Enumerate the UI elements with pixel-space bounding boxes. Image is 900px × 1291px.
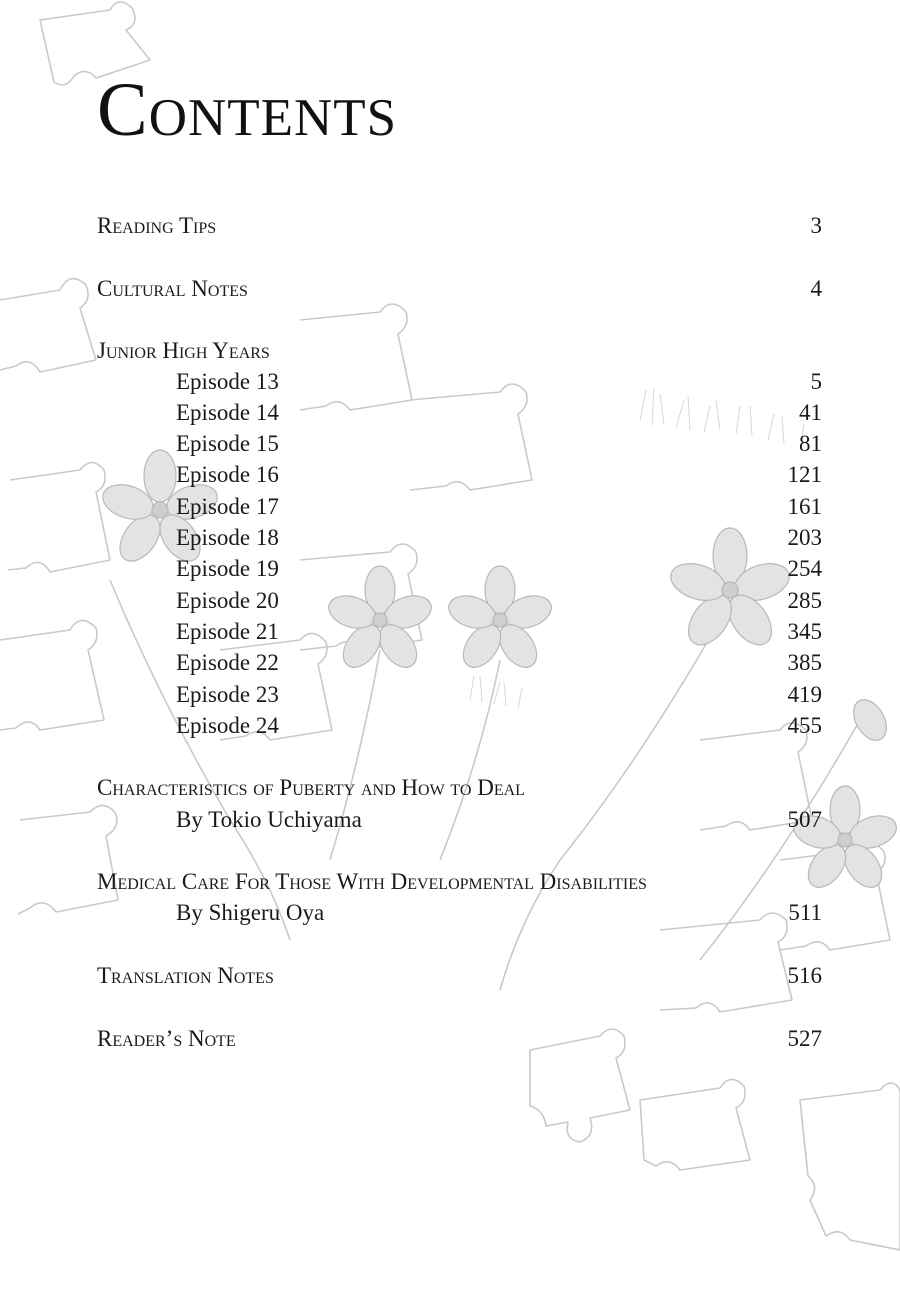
toc-entry-episode-17[interactable] [97, 492, 822, 522]
toc-entry-episode-19[interactable] [97, 554, 822, 584]
toc-section-junior-high-years [97, 336, 822, 366]
toc-page-number: 161 [787, 494, 822, 519]
toc-entry-label: Episode 15 [176, 431, 279, 456]
toc-page-number: 516 [787, 963, 822, 988]
toc-page-number: 419 [787, 682, 822, 707]
toc-entry-label: Episode 23 [176, 682, 279, 707]
toc-entry-label: Episode 18 [176, 525, 279, 550]
toc-page-number: 4 [810, 276, 822, 301]
toc-entry-label: Episode 13 [176, 369, 279, 394]
toc-entry-label: Episode 20 [176, 588, 279, 613]
toc-entry-episode-15[interactable] [97, 429, 822, 459]
toc-page-number: 527 [787, 1026, 822, 1051]
toc-entry-label: Translation Notes [97, 963, 274, 988]
toc-entry-episode-23[interactable] [97, 680, 822, 710]
toc-byline: By Shigeru Oya [176, 900, 325, 925]
toc-byline: By Tokio Uchiyama [176, 807, 362, 832]
page-title: Contents [97, 68, 398, 152]
toc-section-medical-care [97, 867, 822, 897]
toc-entry-label: Episode 22 [176, 650, 279, 675]
toc-entry-readers-note[interactable] [97, 1024, 822, 1054]
toc-entry-episode-16[interactable] [97, 460, 822, 490]
toc-entry-label: Episode 16 [176, 462, 279, 487]
toc-entry-label: Episode 21 [176, 619, 279, 644]
toc-entry-label: Episode 24 [176, 713, 279, 738]
toc-entry-episode-22[interactable] [97, 648, 822, 678]
toc-entry-cultural-notes[interactable] [97, 274, 822, 304]
toc-entry-episode-20[interactable] [97, 586, 822, 616]
toc-page-number: 385 [787, 650, 822, 675]
toc-page-number: 511 [788, 900, 822, 925]
toc-entry-episode-21[interactable] [97, 617, 822, 647]
toc-page-number: 81 [799, 431, 822, 456]
toc-entry-reading-tips[interactable] [97, 211, 822, 241]
toc-entry-label: Reading Tips [97, 213, 217, 238]
toc-page-number: 203 [787, 525, 822, 550]
toc-section-puberty [97, 773, 822, 803]
toc-entry-medical-byline[interactable] [97, 898, 822, 928]
toc-page-number: 455 [787, 713, 822, 738]
toc-entry-episode-13[interactable] [97, 367, 822, 397]
toc-page-number: 345 [787, 619, 822, 644]
toc-entry-label: Episode 19 [176, 556, 279, 581]
toc-entry-puberty-byline[interactable] [97, 805, 822, 835]
toc-page-number: 41 [799, 400, 822, 425]
toc-entry-episode-24[interactable] [97, 711, 822, 741]
toc-section-label: Medical Care For Those With Developmental Disabilities [97, 869, 647, 894]
toc-entry-label: Episode 17 [176, 494, 279, 519]
toc-section-label: Junior High Years [97, 338, 270, 363]
toc-page-number: 285 [787, 588, 822, 613]
toc-entry-label: Cultural Notes [97, 276, 248, 301]
toc-entry-episode-14[interactable] [97, 398, 822, 428]
toc-page-number: 3 [810, 213, 822, 238]
toc-page-number: 5 [810, 369, 822, 394]
toc-entry-translation-notes[interactable] [97, 961, 822, 991]
toc-entry-label: Reader’s Note [97, 1026, 236, 1051]
toc-page-number: 254 [787, 556, 822, 581]
toc-page-number: 121 [787, 462, 822, 487]
toc-entry-label: Episode 14 [176, 400, 279, 425]
toc-entry-episode-18[interactable] [97, 523, 822, 553]
toc-page-number: 507 [787, 807, 822, 832]
toc-section-label: Characteristics of Puberty and How to Deal [97, 775, 525, 800]
